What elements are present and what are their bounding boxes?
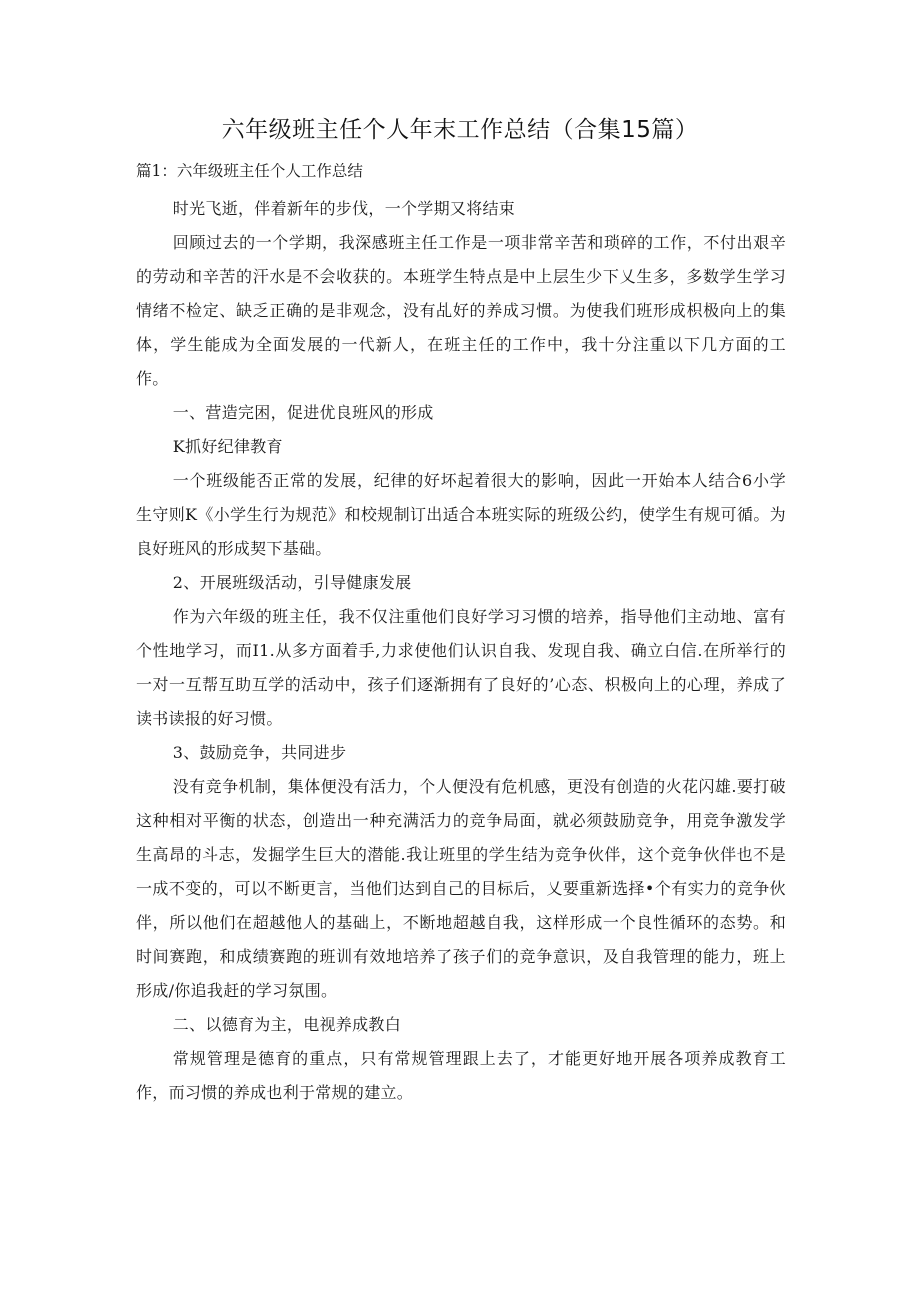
subsection-heading-3: 3、鼓励竞争，共同进步: [172, 743, 347, 762]
paragraph-activities: 作为六年级的班主任，我不仅注重他们良好学习习惯的培养，指导他们主动地、富有个性地学习，而I1.从多方面着手,力求使他们认识自我、发现自我、确立白信.在所举行的一对一互帮互助互学的活动中，孩子们逐渐拥有了良好的’心态、枳极向上的心理，养成了读书读报的好习惯。: [136, 607, 786, 728]
section-heading-2: 二、以德育为主，电视养成教白: [172, 1015, 401, 1034]
paragraph-review: 回顾过去的一个学期，我深感班主任工作是一项非常辛苦和琐碎的工作，不付出艰辛的劳动和辛苦的汗水是不会收获的。本班学生特点是中上层生少下乂生多，多数学生学习情绪不检定、缺乏正确的是非观念，没有乩好的养成习惯。为使我们班形成枳极向上的集体，学生能成为全面发展的一代新人，在班主任的工作中，我十分注重以下几方面的工作。: [136, 233, 786, 388]
subsection-heading-1: K抓好纪律教育: [172, 437, 283, 456]
paragraph-routine: 常规管理是德育的重点，只有常规管理跟上去了，才能更好地开展各项养成教育工作，而习惯的养成也利于常规的建立。: [136, 1049, 786, 1102]
paragraph-discipline: 一个班级能否正常的发展，纪律的好坏起着很大的影响，因此一开始本人结合6小学生守则K《小学生行为规范》和校规制订出适合本班实际的班级公约，使学生有规可循。为良好班风的形成契下基础。: [136, 471, 786, 558]
document-title: 六年级班主任个人年末工作总结（合集15篇）: [221, 117, 699, 143]
paragraph-competition: 没有竞争机制，集体便没有活力，个人便没有危机感，更没有创造的火花闪雄.要打破这种相对平衡的状态，创造出一种充满活力的竞争局面，就必须鼓励竞争，用竞争激发学生高昂的斗志，发掘学生巨大的潜能.我让班里的学生结为竞争伙伴，这个竞争伙伴也不是一成不变的，可以不断更言，当他们达到自己的目标后，乂要重新选择•个有实力的竞争伙伴，所以他们在超越他人的基础上，不断地超越自我，这样形成一个良性循环的态势。和时间赛跑，和成绩赛跑的班训有效地培养了孩子们的竞争意识，及自我管理的能力，班上形成/你追我赶的学习氛围。: [136, 777, 786, 1000]
paragraph-intro: 时光飞逝，伴着新年的步伐，一个学期又将结束: [172, 199, 516, 218]
article-subtitle: 篇1：六年级班主任个人工作总结: [136, 162, 363, 180]
subsection-heading-2: 2、开展班级活动，引导健康发展: [172, 573, 412, 592]
section-heading-1: 一、营造完困，促进优良班风的形成: [172, 403, 434, 422]
article-body: [136, 192, 786, 1110]
